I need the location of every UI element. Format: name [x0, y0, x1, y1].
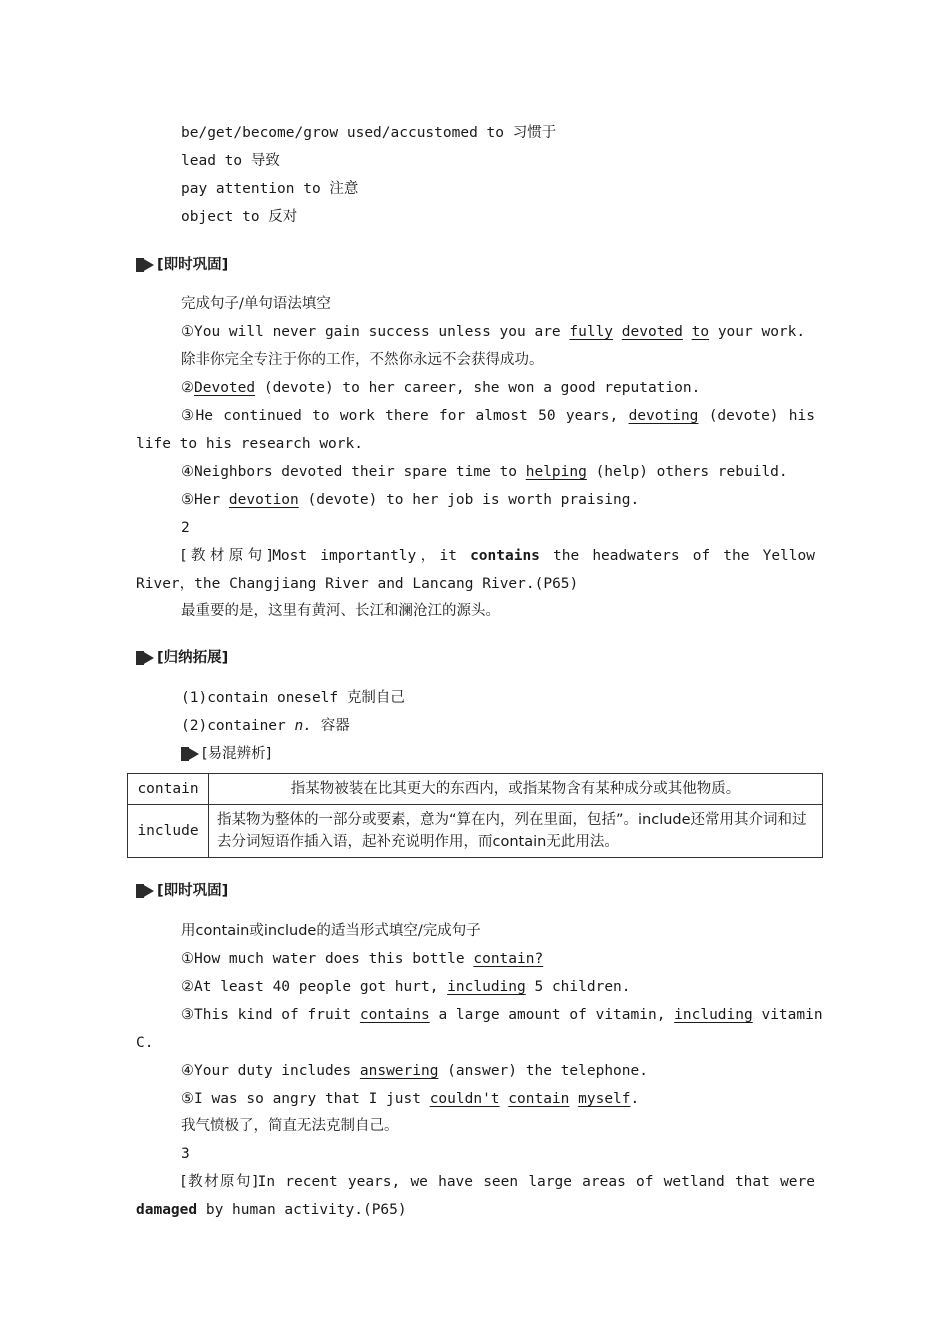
point-number: 2 [181, 520, 190, 536]
table-definition: 指某物为整体的一部分或要素，意为“算在内，列在里面，包括”。include还常用其介词和过去分词短语作插入语，起补充说明作用，而contain无此用法。 [209, 805, 823, 858]
section-heading-label: [归纳拓展] [157, 650, 229, 666]
table-definition: 指某物被装在比其更大的东西内，或指某物含有某种成分或其他物质。 [209, 774, 823, 805]
answer-blank: contain? [473, 951, 544, 967]
table-row [128, 805, 823, 858]
comparison-table [127, 773, 823, 858]
table-term: include [128, 805, 209, 858]
answer-blank: including [447, 979, 526, 995]
answer-blank: couldn't [429, 1091, 500, 1107]
answer-blank: myself [578, 1091, 631, 1107]
answer-blank: devoting [628, 408, 699, 424]
phrase-item: lead to 导致 [181, 153, 280, 169]
exercise-sentence-continued: C. [136, 1035, 154, 1051]
answer-blank: including [674, 1007, 753, 1023]
phrase-item: object to 反对 [181, 209, 298, 225]
point-number: 3 [181, 1146, 190, 1162]
exercise-sentence: ②At least 40 people got hurt, including 5 children. [181, 979, 631, 995]
table-row [128, 774, 823, 805]
exercise-sentence: ③This kind of fruit contains a large amount of vitamin, including vitamin [181, 1007, 823, 1023]
section-heading [136, 648, 228, 668]
exercise-sentence: ③He continued to work there for almost 50 years, devoting (devote) his [181, 408, 815, 424]
exercise-sentence: ①How much water does this bottle contain? [181, 951, 544, 967]
exercise-sentence: ④Your duty includes answering (answer) the telephone. [181, 1063, 648, 1079]
textbook-label: [教材原句] [181, 548, 273, 564]
sentence-translation: 除非你完全专注于你的工作，不然你永远不会获得成功。 [181, 352, 544, 368]
phrase-item: be/get/become/grow used/accustomed to 习惯于 [181, 125, 557, 141]
play-arrow-icon [136, 258, 155, 272]
answer-blank: contains [359, 1007, 430, 1023]
textbook-label: [教材原句] [181, 1174, 258, 1190]
answer-blank: answering [359, 1063, 439, 1079]
exercise-sentence: ④Neighbors devoted their spare time to helping (help) others rebuild. [181, 464, 788, 480]
answer-blank: to [691, 324, 710, 340]
sub-heading-label: [易混辨析] [202, 746, 272, 762]
answer-blank: Devoted [194, 380, 256, 396]
exercise-sentence: ②Devoted (devote) to her career, she won a good reputation. [181, 380, 701, 396]
exercise-instruction: 完成句子/单句语法填空 [181, 296, 331, 312]
exercise-sentence: ⑤Her devotion (devote) to her job is worth praising. [181, 492, 640, 508]
sentence-translation: 最重要的是，这里有黄河、长江和澜沧江的源头。 [181, 603, 500, 619]
expansion-item: (1)contain oneself 克制自己 [181, 690, 405, 706]
textbook-sentence-continued: River，the Changjiang River and Lancang River.(P65) [136, 576, 579, 592]
answer-blank: helping [525, 464, 587, 480]
key-word: damaged [136, 1202, 198, 1218]
play-arrow-icon [136, 884, 155, 898]
answer-blank: fully [569, 324, 614, 340]
answer-blank: devotion [228, 492, 299, 508]
answer-blank: contain [508, 1091, 570, 1107]
exercise-sentence: ①You will never gain success unless you are fully devoted to your work. [181, 324, 806, 340]
section-heading-label: [即时巩固] [157, 257, 229, 273]
play-arrow-icon [136, 651, 155, 665]
key-word: contains [470, 548, 540, 564]
textbook-sentence: [教材原句]Most importantly，it contains the headwaters of the Yellow [181, 548, 815, 564]
play-arrow-icon [181, 747, 200, 761]
sentence-translation: 我气愤极了，简直无法克制自己。 [181, 1118, 399, 1134]
table-term: contain [128, 774, 209, 805]
textbook-sentence: [教材原句]In recent years, we have seen large areas of wetland that were [181, 1174, 815, 1190]
sub-heading [181, 744, 271, 764]
exercise-sentence-continued: life to his research work. [136, 436, 363, 452]
section-heading [136, 881, 228, 901]
answer-blank: devoted [621, 324, 683, 340]
exercise-instruction: 用contain或include的适当形式填空/完成句子 [181, 923, 481, 939]
section-heading-label: [即时巩固] [157, 883, 229, 899]
phrase-item: pay attention to 注意 [181, 181, 359, 197]
exercise-sentence: ⑤I was so angry that I just couldn't contain myself. [181, 1091, 640, 1107]
expansion-item: (2)container n. 容器 [181, 718, 350, 734]
section-heading [136, 255, 228, 275]
part-of-speech: n. [294, 718, 312, 734]
textbook-sentence-continued: damaged by human activity.(P65) [136, 1202, 407, 1218]
